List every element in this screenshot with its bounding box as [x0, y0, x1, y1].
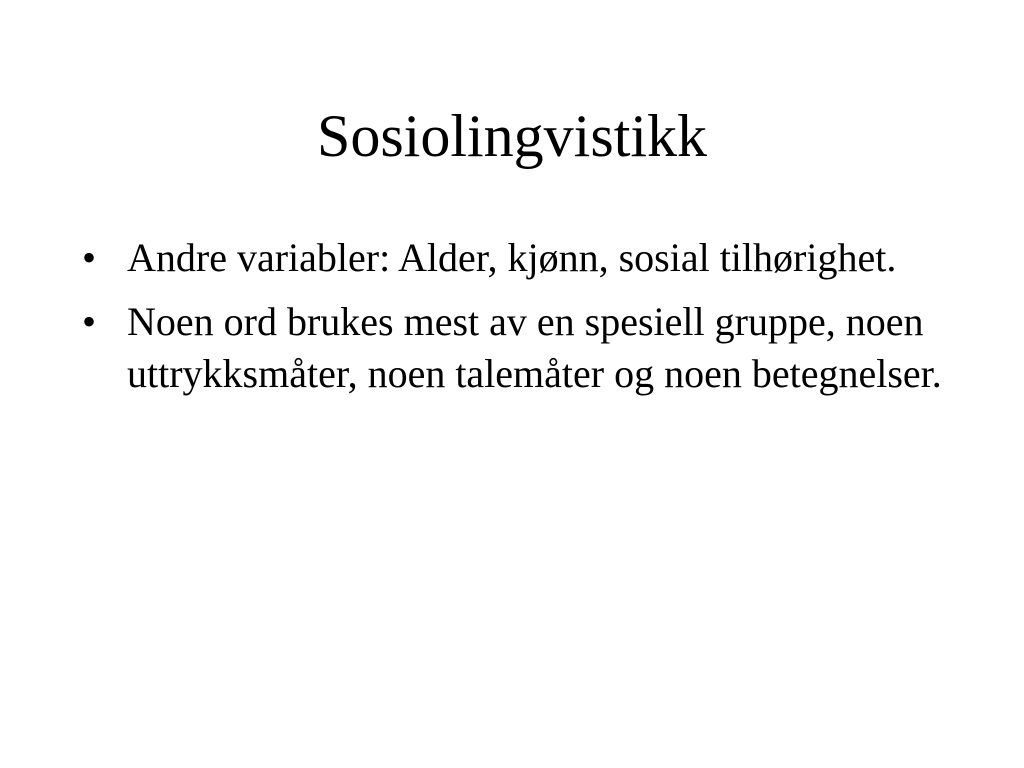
- bullet-list: [82, 232, 962, 412]
- bullet-icon: •: [82, 235, 97, 280]
- bullet-text: Noen ord brukes mest av en spesiell gruppe, noen uttrykksmåter, noen talemåter og noen betegnelser.: [127, 299, 942, 396]
- slide-title: Sosiolingvistikk: [316, 103, 708, 169]
- bullet-item-variables: [82, 232, 962, 284]
- bullet-item-group-words: [82, 296, 962, 400]
- bullet-text: Andre variabler: Alder, kjønn, sosial tilhørighet.: [127, 235, 897, 280]
- bullet-icon: •: [82, 299, 97, 344]
